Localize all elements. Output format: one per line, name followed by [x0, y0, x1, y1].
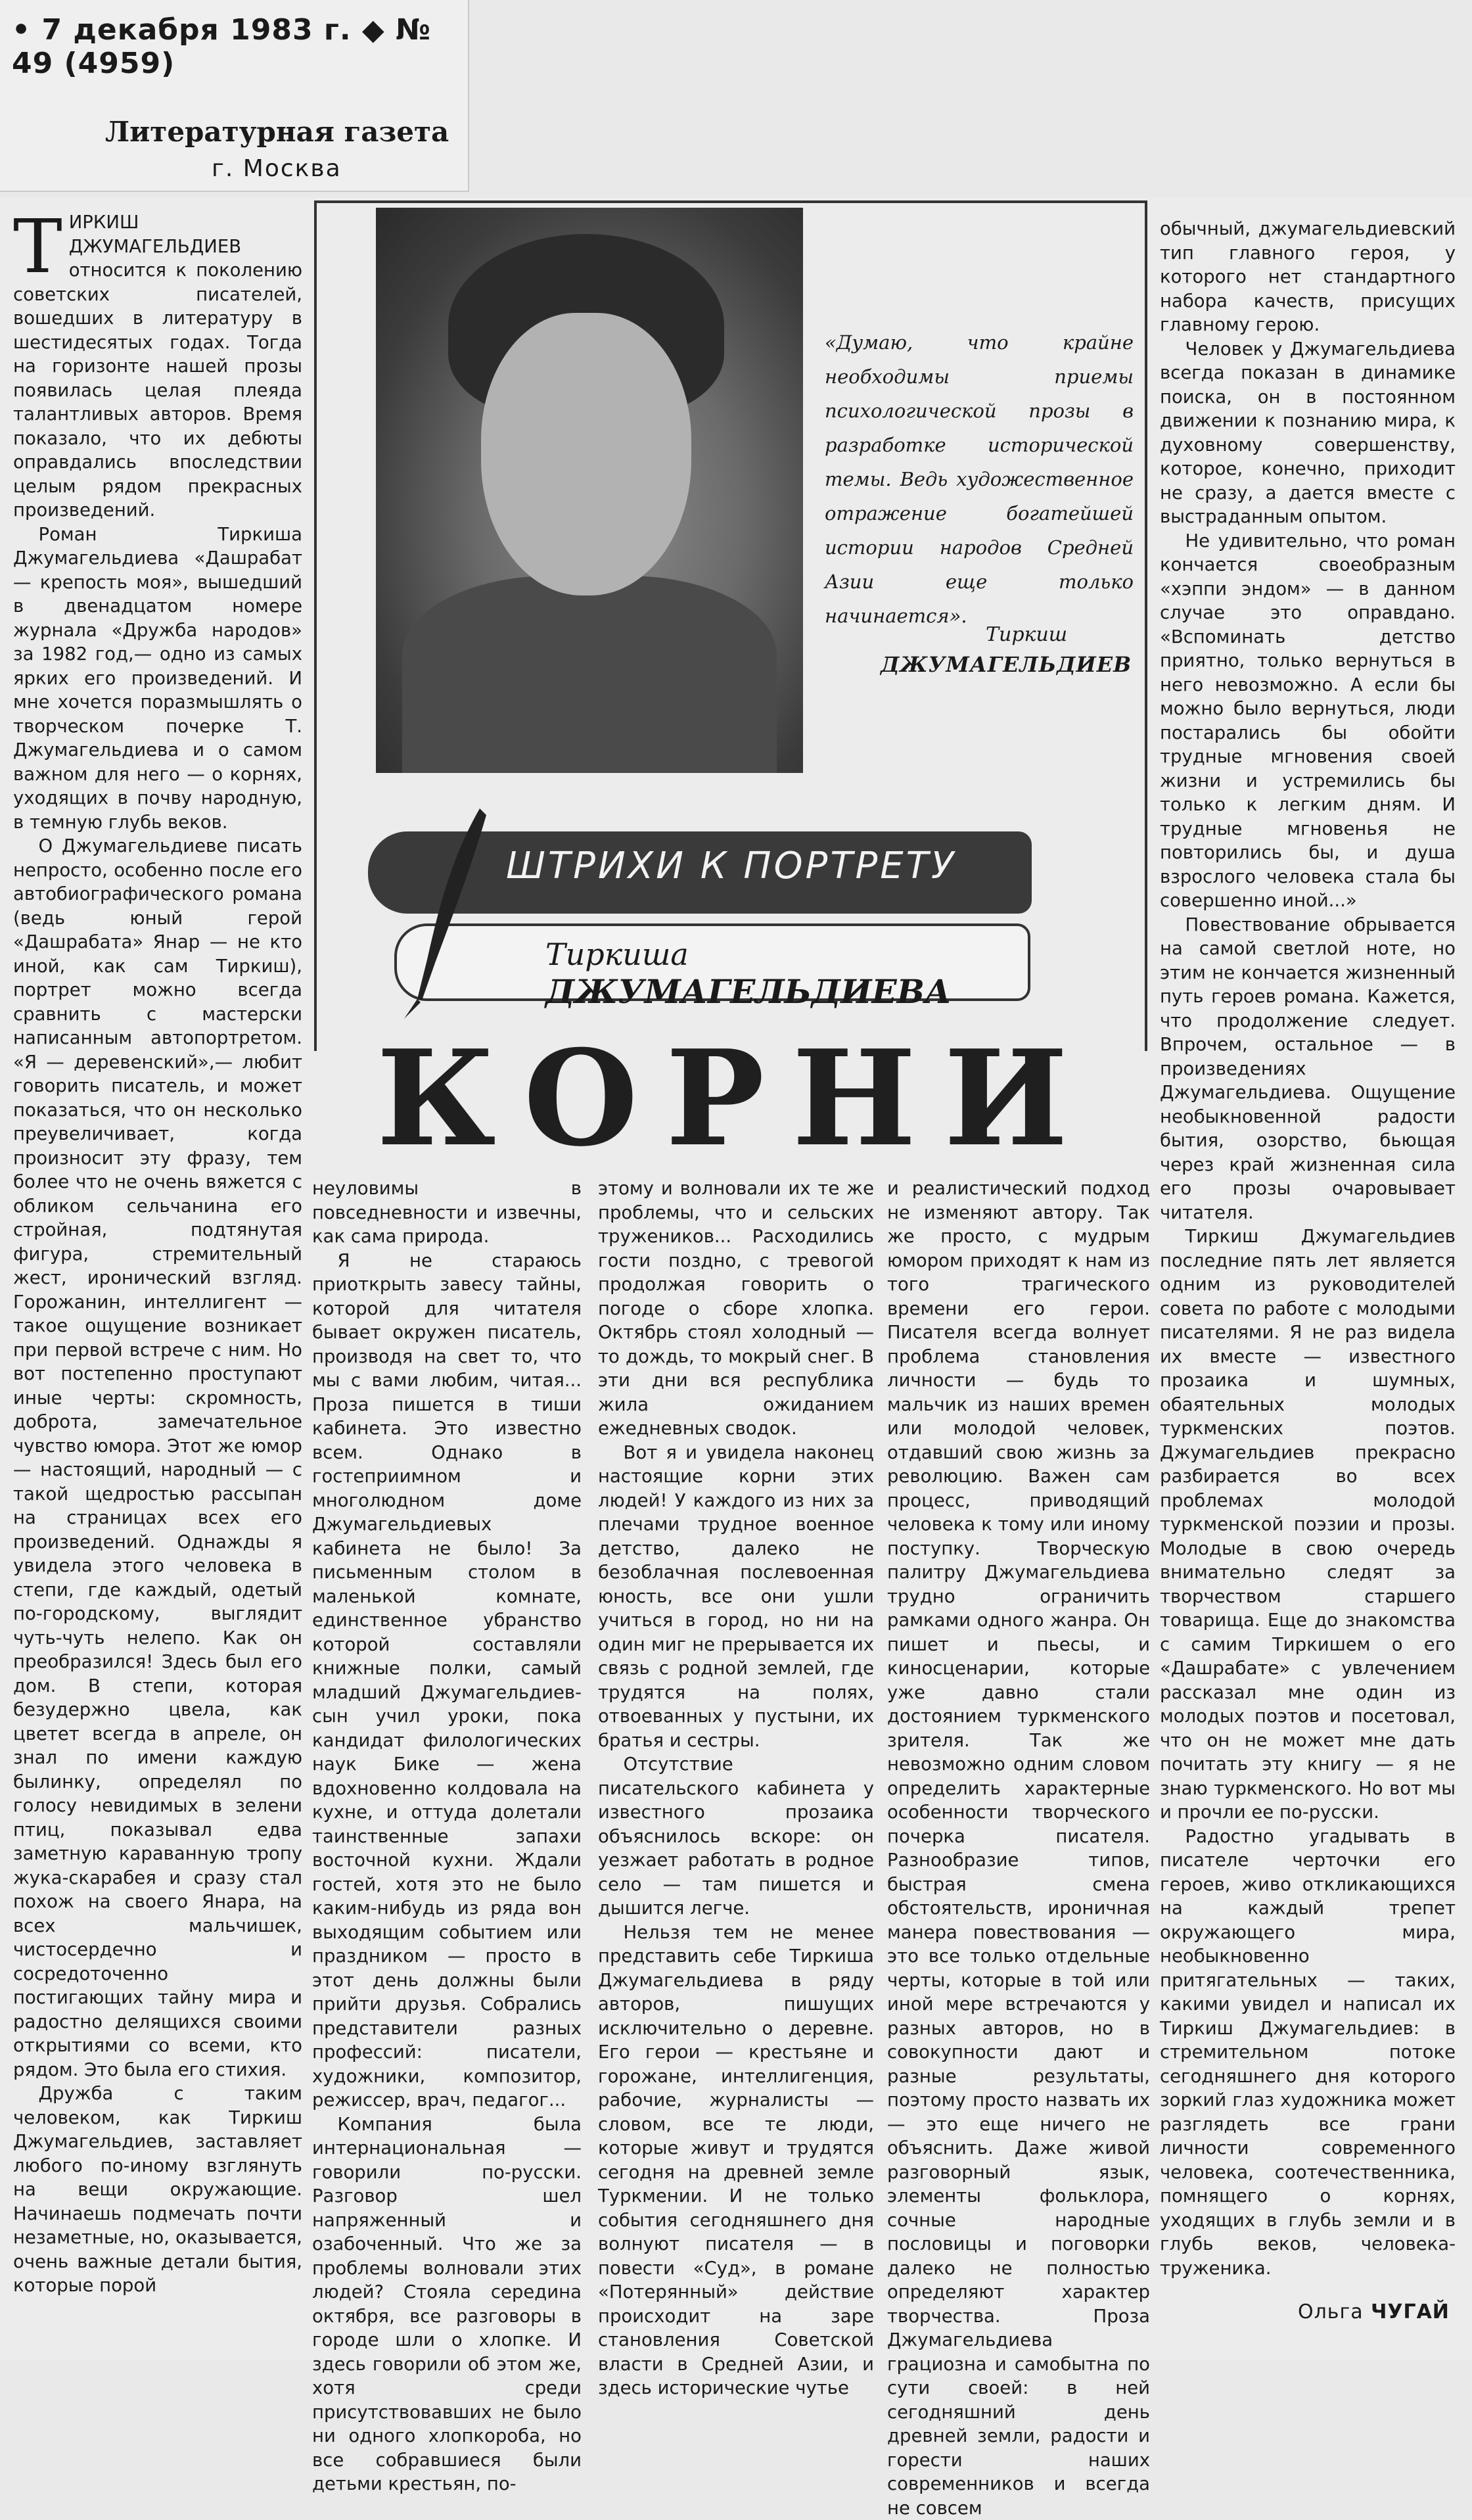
newspaper-name: Литературная газета — [105, 116, 449, 148]
paragraph: неуловимы в повседневности и извечны, как сама природа. — [312, 1178, 582, 1247]
paragraph: Не удивительно, что роман кончается своеобразным «хэппи эндом» — в данном случае это оправдано. «Вспоминать детство приятно, только вернуться в него невозможно. А если бы можно было вернуться, люди постарались бы обойти трудные мгновения своей жизни и устремились бы только к легким дням. И трудные мгновенья не повторились бы, и душа взрослого человека стала бы совершенно иной...» — [1160, 530, 1456, 911]
paragraph: Дружба с таким человеком, как Тиркиш Джумагельдиев, заставляет любого по-иному взглянуть на вещи окружающие. Начинаешь подмечать почти незаметные, но, оказывается, очень важные детали бытия, которые порой — [13, 2083, 302, 2296]
drop-cap: Т — [13, 204, 62, 290]
paragraph: ИРКИШ ДЖУМАГЕЛЬДИЕВ относится к поколению советских писателей, вошедших в литературу в шестидесятых годах. Тогда на горизонте нашей прозы появилась целая плеяда талантливых авторов. Время показало, что их дебюты оправдались впоследствии целым рядом прекрасных произведений. — [13, 212, 302, 521]
rubric-title: ШТРИХИ К ПОРТРЕТУ — [506, 845, 957, 887]
paragraph: обычный, джумагельдиевский тип главного героя, у которого нет стандартного набора качеств, присущих главному герою. — [1160, 218, 1456, 335]
byline-last: ЧУГАЙ — [1371, 2300, 1450, 2323]
paragraph: и реалистический подход не изменяют автору. Так же просто, с мудрым юмором приходят к нам из того трагического времени его герои. Писателя всегда волнует проблема становления личности — будь то мальчик из наших времен или молодой человек, отдавший свою жизнь за революцию. Важен сам процесс, приводящий человека к тому или иному поступку. Творческую палитру Джумагельдиева трудно ограничить рамками одного жанра. Он пишет и пьесы, и киносценарии, которые уже давно стали достоянием туркменского зрителя. Так же невозможно одним словом определить характерные особенности творческого почерка писателя. Разнообразие типов, быстрая смена обстоятельств, ироничная манера повествования — это все только отдельные черты, которые в той или иной мере встречаются у разных авторов, но в совокупности дают и разные результаты, поэтому просто назвать их — это еще ничего не объяснить. Даже живой разговорный язык, элементы фольклора, сочные народные пословицы и поговорки далеко не полностью определяют характер творчества. Проза Джумагельдиева грациозна и самобытна по сути своей: в ней сегодняшний день древней земли, радости и горести наших современников и всегда не совсем — [887, 1178, 1150, 2519]
paragraph: Тиркиш Джумагельдиев последние пять лет является одним из руководителей совета по работе с молодыми писателями. Я не раз видела их вместе — известного прозаика и шумных, обаятельных молодых туркменских поэтов. Джумагельдиев прекрасно разбирается во всех проблемах молодой туркменской поэзии и прозы. Молодые в свою очередь внимательно следят за творчеством старшего товарища. Еще до знакомства с самим Тиркишем о его «Дашрабате» с увлечением рассказал мне один из молодых поэтов и посетовал, что он не может мне дать почитать эту книгу — я не знаю туркменского. Но вот мы и прочли ее по-русски. — [1160, 1226, 1456, 1823]
paragraph: Радостно угадывать в писателе черточки его героев, живо откликающихся на каждый трепет окружающего мира, необыкновенно притягательных — таких, какими увидел и написал их Тиркиш Джумагельдиев: в стремительном потоке сегодняшнего дня которого зоркий глаз художника может разглядеть все грани личности современного человека, соотечественника, помнящего о корнях, уходящих в глубь земли и в глубь веков, человека-труженика. — [1160, 1825, 1456, 2279]
paragraph: Вот я и увидела наконец настоящие корни этих людей! У каждого из них за плечами трудное военное детство, далеко не безоблачная послевоенная юность, все они ушли учиться в город, но ни на один миг не прерывается их связь с родной землей, где трудятся на полях, отвоеванных у пустыни, их братья и сестры. — [598, 1441, 874, 1751]
author-quote: «Думаю, что крайне необходимы приемы психологической прозы в разработке исторической темы. Ведь художественное отражение богатейшей истории народов Средней Азии еще только начинается». — [825, 331, 1134, 627]
paragraph: Я не стараюсь приоткрыть завесу тайны, которой для читателя бывает окружен писатель, производя на свет то, что мы с вами любим, читая... Проза пишется в тиши кабинета. Это известно всем. Однако в гостеприимном и многолюдном доме Джумагельдиевых кабинета не было! За письменным столом в маленькой комнате, единственное убранство которой составляли книжные полки, самый младший Джумагельдиев-сын учил уроки, пока кандидат филологических наук Бике — жена вдохновенно колдовала на кухне, и оттуда долетали таинственные запахи восточной кухни. Ждали гостей, хотя это не было каким-нибудь из ряда вон выходящим событием или праздником — просто в этот день должны были прийти друзья. Собрались представители разных профессий: писатели, художники, композитор, режиссер, врач, педагог... — [312, 1249, 582, 2111]
rubric-banner — [368, 831, 1032, 1011]
paragraph: Человек у Джумагельдиева всегда показан в динамике поиска, он в постоянном движении к познанию мира, к духовному совершенству, которое, конечно, приходит не сразу, а дается вместе с выстраданным опытом. — [1160, 338, 1456, 527]
rubric-subtitle-last: ДЖУМАГЕЛЬДИЕВА — [545, 972, 952, 1011]
byline-first: Ольга — [1298, 2300, 1364, 2323]
rubric-subtitle — [545, 937, 1032, 1011]
author-portrait-photo — [376, 208, 803, 773]
newspaper-city: г. Москва — [212, 155, 342, 182]
dateline: • 7 декабря 1983 г. ◆ № 49 (4959) — [12, 13, 431, 80]
quote-author-last: ДЖУМАГЕЛЬДИЕВ — [881, 652, 1132, 677]
article-headline: КОРНИ — [376, 1021, 1096, 1176]
quote-author-first: Тиркиш — [986, 623, 1068, 646]
paragraph: Отсутствие писательского кабинета у известного прозаика объяснилось вскоре: он уезжает работать в родное село — там пишется и дышится легче. — [598, 1754, 874, 1919]
column-5 — [1160, 217, 1456, 2300]
paragraph: Нельзя тем не менее представить себе Тиркиша Джумагельдиева в ряду авторов, пишущих исключительно о деревне. Его герои — крестьяне и горожане, интеллигенция, рабочие, журналисты — словом, все те люди, которые живут и трудятся сегодня на древней земле Туркмении. И не только события сегодняшнего дня волнуют писателя — в повести «Суд», в романе «Потерянный» действие происходит на заре становления Советской власти в Средней Азии, и здесь исторические чутье — [598, 1921, 874, 2398]
column-1 — [13, 204, 302, 2360]
quill-pen-icon — [381, 802, 493, 1025]
paragraph: Роман Тиркиша Джумагельдиева «Дашрабат — крепость моя», вышедший в двенадцатом номере журнала «Дружба народов» за 1982 год,— одно из самых ярких его произведений. И мне хочется поразмышлять о творческом почерке Т. Джумагельдиева и о самом важном для него — о корнях, уходящих в почву народную, в темную глубь веков. — [13, 523, 302, 833]
byline — [1298, 2300, 1450, 2323]
column-3 — [598, 1177, 874, 2398]
column-2 — [312, 1177, 582, 2494]
paragraph: Повествование обрывается на самой светлой ноте, но этим не кончается жизненный путь героев романа. Кажется, что продолжение следует. Впрочем, остальное — в произведениях Джумагельдиева. Ощущение необыкновенной радости бытия, озорство, бьющая через край жизненная сила его прозы очаровывает читателя. — [1160, 914, 1456, 1223]
paragraph: этому и волновали их те же проблемы, что и сельских тружеников... Расходились гости поздно, с тревогой продолжая говорить о погоде о сборе хлопка. Октябрь стоял холодный — то дождь, то мокрый снег. В эти дни вся республика жила ожиданием ежедневных сводок. — [598, 1178, 874, 1439]
paragraph: О Джумагельдиеве писать непросто, особенно после его автобиографического романа (ведь юный герой «Дашрабата» Янар — не кто иной, как сам Тиркиш), портрет можно всегда сравнить с мастерски написанным автопортретом. «Я — деревенский»,— любит говорить писатель, и может показаться, что он несколько преувеличивает, когда произносит эту фразу, тем более что не очень вяжется с обликом сельчанина его стройная, подтянутая фигура, стремительный жест, иронический взгляд. Горожанин, интеллигент — такое ощущение возникает при первой встрече с ним. Но вот постепенно проступают иные черты: скромность, доброта, замечательное чувство юмора. Этот же юмор — настоящий, народный — с такой щедростью рассыпан на страницах всех его произведений. Однажды я увидела этого человека в степи, где каждый, одетый по-городскому, выглядит чуть-чуть нелепо. Как он преобразился! Здесь был его дом. В степи, которая безудержно цвела, как цветет всегда в апреле, он знал по имени каждую былинку, определял по голосу невидимых в зелени птиц, показывал едва заметную караванную тропу жука-скарабея и сразу стал похож на своего Янара, на всех мальчишек, чистосердечно и сосредоточенно постигающих тайну мира и радостно делящихся своими открытиями со всеми, кто рядом. Это была его стихия. — [13, 835, 302, 2080]
masthead-clipping — [0, 0, 469, 192]
column-4 — [887, 1177, 1150, 2519]
paragraph: Компания была интернациональная — говорили по-русски. Разговор шел напряженный и озабоченный. Что же за проблемы волновали этих людей? Стояла середина октября, все разговоры в городе шли о хлопке. И здесь говорили об этом же, хотя среди присутствовавших не было ни одного хлопкороба, но все собравшиеся были детьми крестьян, по- — [312, 2113, 582, 2494]
rubric-subtitle-first: Тиркиша — [545, 937, 689, 972]
